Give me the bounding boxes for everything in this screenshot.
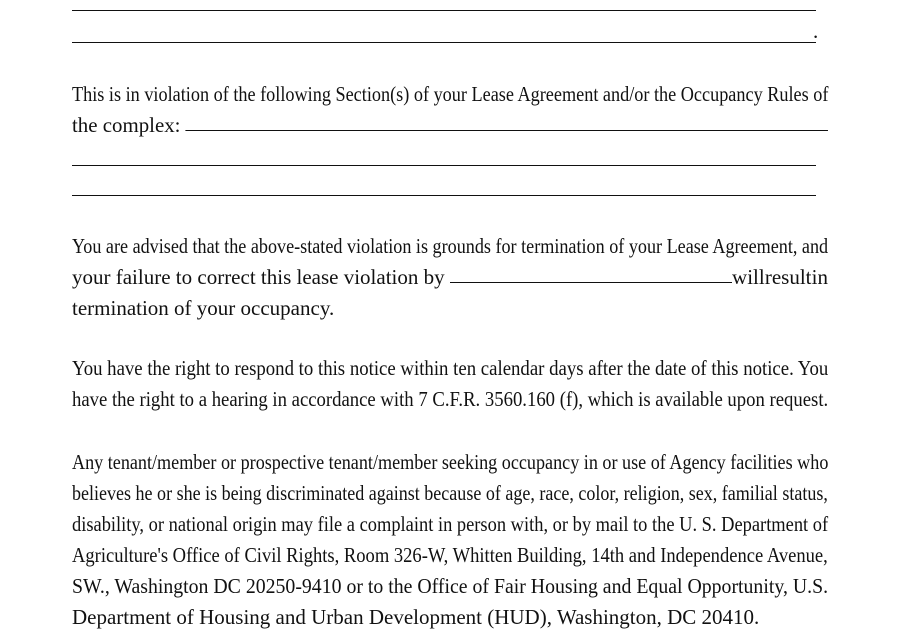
discrimination-line-5: SW., Washington DC 20250-9410 or to the Office of Fair Housing and Equal Opportunity, U.S. <box>72 574 829 598</box>
advisory-word-will: will <box>732 265 765 289</box>
sections-line-1: This is in violation of the following Section(s) of your Lease Agreement and/or the Occupancy Rules of <box>72 82 829 106</box>
advisory-paragraph <box>72 231 828 324</box>
rights-line-2: have the right to a hearing in accordance with 7 C.F.R. 3560.160 (f), which is available upon request. <box>72 387 829 411</box>
discrimination-line-1: Any tenant/member or prospective tenant/member seeking occupancy in or use of Agency facilities who <box>72 450 829 474</box>
rights-paragraph <box>72 353 828 415</box>
sections-blank-inline <box>186 130 829 131</box>
rights-line-1: You have the right to respond to this notice within ten calendar days after the date of this notice. You <box>72 356 829 380</box>
correction-date-blank <box>450 282 732 283</box>
sections-line-2 <box>72 110 828 141</box>
sections-paragraph <box>72 79 828 141</box>
discrimination-line-4: Agriculture's Office of Civil Rights, Room 326-W, Whitten Building, 14th and Independence Avenue, <box>72 543 828 567</box>
advisory-line-2 <box>72 262 828 293</box>
top-line-period: . <box>813 19 819 43</box>
advisory-line-1: You are advised that the above-stated violation is grounds for termination of your Lease Agreement, and <box>72 234 829 258</box>
discrimination-line-6: Department of Housing and Urban Development (HUD), Washington, DC 20410. <box>72 605 760 629</box>
blank-line-sections-2 <box>72 195 816 196</box>
discrimination-line-2: believes he or she is being discriminated against because of age, race, color, religion, sex, familial status, <box>72 481 828 505</box>
blank-line-sections-1 <box>72 165 816 166</box>
advisory-word-result: result <box>764 265 812 289</box>
discrimination-line-3: disability, or national origin may file a complaint in person with, or by mail to the U. S. Department of <box>72 512 829 536</box>
advisory-line-2-text <box>72 262 732 293</box>
blank-line-top-1 <box>72 10 816 11</box>
advisory-word-in: in <box>811 265 828 289</box>
blank-line-top-2 <box>72 42 816 43</box>
advisory-line-3: termination of your occupancy. <box>72 296 335 320</box>
discrimination-paragraph <box>72 447 828 630</box>
advisory-line-2-prefix: your failure to correct this lease violation by <box>72 265 445 289</box>
sections-line-2-prefix: the complex: <box>72 113 181 137</box>
